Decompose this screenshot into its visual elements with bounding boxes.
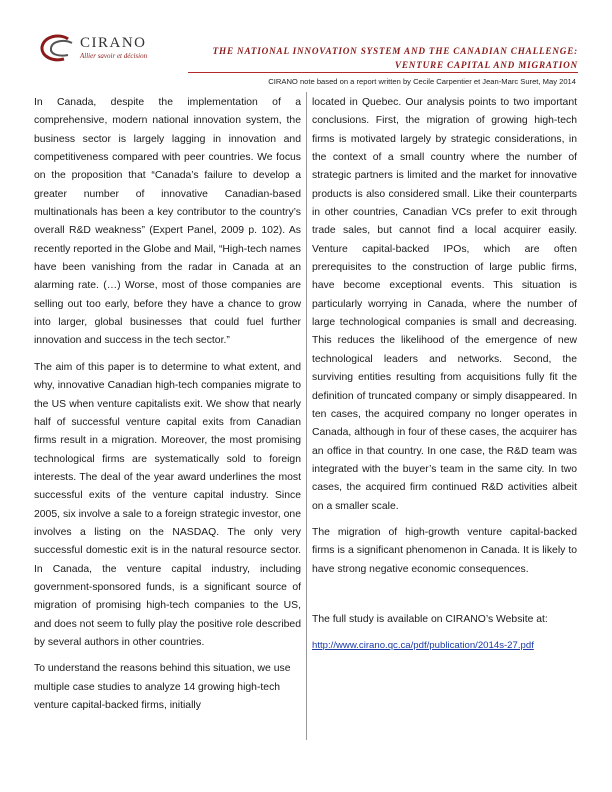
study-link[interactable]: http://www.cirano.qc.ca/pdf/publication/2014s-27.pdf xyxy=(312,640,534,652)
paragraph: The aim of this paper is to determine to what extent, and why, innovative Canadian high-tech companies migrate to the US when venture capitalists exit. We show that nearly half of successful venture capital exits from Canadian firms result in a migration. Moreover, the most promising technological firms are systematically sold to foreign interests. The deal of the year award underlines the most successful exits of the venture capital industry. Since 2005, six involve a sale to a foreign strategic investor, one involves a listing on the NASDAQ. The only very successful domestic exit is in the natural resource sector. In Canada, the venture capital industry, including government-sponsored funds, is a significant source of migration of promising high-tech companies to the US, and does not seem to fully play the positive role described by several authors in other countries. xyxy=(34,361,301,648)
logo-tagline: Allier savoir et décision xyxy=(80,52,148,60)
spacer xyxy=(312,587,577,611)
cirano-logo-icon xyxy=(38,34,76,62)
availability-note: The full study is available on CIRANO’s Website at: xyxy=(312,613,548,625)
paragraph: located in Quebec. Our analysis points to two important conclusions. First, the migration of growing high-tech firms is motivated largely by strategic considerations, in the context of a small country where the number of strategic partners is limited and the market for innovative products is also considered small. Like their counterparts in other countries, Canadian VCs prefer to exit through trade sales, but cannot find a local acquirer easily. Venture capital-backed IPOs, which are often prerequisites to the construction of large public firms, have become exceptional events. This situation is particularly worrying in Canada, where the number of large technological companies is small and decreasing. This reduces the likelihood of the emergence of new technological leaders and networks. Second, the surviving entities resulting from acquisitions fully fit the definition of truncated company or simply disappeared. In ten cases, the acquired company no longer operates in Canada, although in four of these cases, the acquirer has an office in that country. In one case, the R&D team was integrated with the buyer’s team in the same city. In two cases, the acquired firm continued R&D activities albeit on a smaller scale. xyxy=(312,97,577,512)
header-rule xyxy=(188,72,578,73)
paragraph: To understand the reasons behind this situation, we use multiple case studies to analyze 14 growing high-tech venture capital-backed firms, initially xyxy=(34,663,291,711)
left-column xyxy=(34,94,301,723)
cirano-logo xyxy=(38,34,178,64)
title-line-1: THE NATIONAL INNOVATION SYSTEM AND THE CANADIAN CHALLENGE: xyxy=(212,46,578,56)
title-line-2: VENTURE CAPITAL AND MIGRATION xyxy=(394,60,578,70)
paragraph: In Canada, despite the implementation of a comprehensive, modern national innovation system, the business sector is largely lagging in innovation and competitiveness compared with peer countries. We focus on the proposition that “Canada’s failure to develop a greater number of innovative Canadian-based multinationals has been a key contributor to the country’s overall R&D weakness” (Expert Panel, 2009 p. 102). As recently reported in the Globe and Mail, “High-tech names have been vanishing from the radar in Canada at an alarming rate. (…) Worse, most of those companies are selling out too early, before they have a chance to grow into larger, global businesses that could fuel further innovation and success in the tech sector.” xyxy=(34,97,301,347)
page-title xyxy=(158,44,578,72)
logo-name: CIRANO xyxy=(80,35,147,51)
paragraph: The migration of high-growth venture capital-backed firms is a significant phenomenon in Canada. It is likely to have strong negative economic consequences. xyxy=(312,526,577,575)
column-divider xyxy=(306,92,307,740)
subtitle: CIRANO note based on a report written by Cecile Carpentier et Jean-Marc Suret, May 2014 xyxy=(268,77,576,86)
right-column xyxy=(312,94,577,664)
